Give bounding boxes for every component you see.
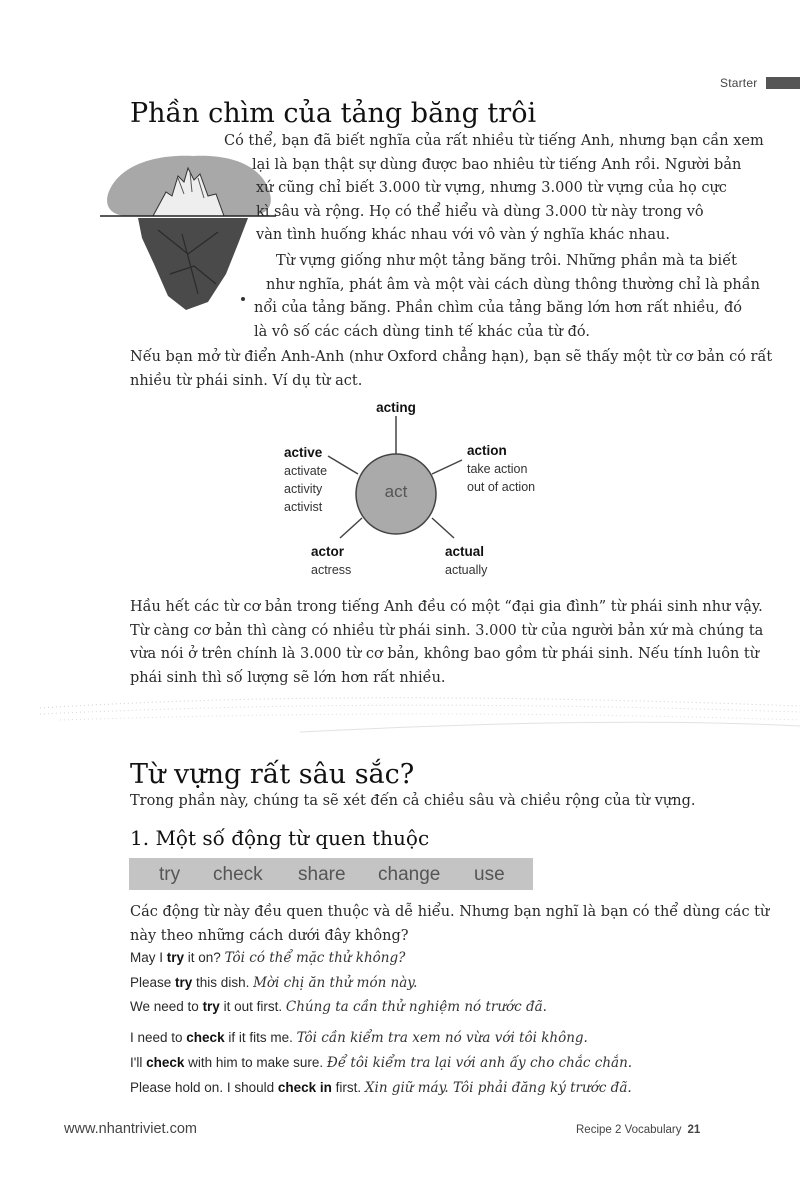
- page-number: 21: [687, 1124, 701, 1136]
- diagram-right-item: out of action: [467, 480, 536, 494]
- text-line: Hầu hết các từ cơ bản trong tiếng Anh đều có một “đại gia đình” từ phái sinh như vậy.: [130, 599, 763, 615]
- footer-section-title: Recipe 2 Vocabulary: [576, 1124, 682, 1136]
- diagram-left-item: activate: [284, 464, 328, 478]
- decorative-dotted-band: [0, 680, 800, 750]
- diagram-left-item: activity: [284, 482, 323, 496]
- connector-bottom-right: [432, 518, 454, 538]
- diagram-right-item: take action: [467, 462, 528, 476]
- diagram-bottom-left-item: actress: [311, 563, 352, 577]
- verbs-bar: [129, 858, 533, 890]
- connector-left: [328, 456, 358, 474]
- verb-share: share: [298, 864, 346, 885]
- diagram-top-word: acting: [376, 400, 416, 415]
- text-line: này theo những cách dưới đây không?: [130, 927, 409, 944]
- heading-iceberg: Phần chìm của tảng băng trôi: [130, 98, 537, 129]
- verb-check: check: [213, 864, 263, 885]
- section-tag-bar: [766, 77, 800, 89]
- text-line: kì sâu và rộng. Họ có thể hiểu và dùng 3.000 từ này trong vô: [256, 203, 704, 220]
- section-intro: Trong phần này, chúng ta sẽ xét đến cả chiều sâu và chiều rộng của từ vựng.: [130, 793, 696, 809]
- example-sentence: I need to check if it fits me. Tôi cần kiểm tra xem nó vừa với tôi không.: [130, 1030, 588, 1046]
- diagram-left-head: active: [284, 445, 323, 460]
- section-tag: Starter: [720, 76, 758, 90]
- text-line: là vô số các cách dùng tinh tế khác của từ đó.: [254, 323, 590, 340]
- text-line: xứ cũng chỉ biết 3.000 từ vựng, nhưng 3.000 từ vựng của họ cực: [256, 180, 727, 196]
- text-line: nhiều từ phái sinh. Ví dụ từ act.: [130, 372, 363, 389]
- diagram-bottom-right-head: actual: [445, 544, 485, 559]
- diagram-left-group: [284, 444, 327, 516]
- subheading-common-verbs: 1. Một số động từ quen thuộc: [130, 826, 430, 850]
- verb-change: change: [378, 864, 441, 885]
- diagram-bottom-left-head: actor: [311, 544, 345, 559]
- connector-right: [432, 460, 462, 474]
- text-line: Từ vựng giống như một tảng băng trôi. Những phần mà ta biết: [276, 253, 737, 269]
- diagram-center-word: act: [384, 482, 408, 501]
- text-line: như nghĩa, phát âm và một vài cách dùng thông thường chỉ là phần: [266, 276, 760, 293]
- text-line: phái sinh thì số lượng sẽ lớn hơn rất nhiều.: [130, 669, 446, 686]
- connector-bottom-left: [340, 518, 362, 538]
- text-line: Từ càng cơ bản thì càng có nhiều từ phái sinh. 3.000 từ của người bản xứ mà chúng ta: [130, 622, 764, 639]
- paragraph-intro: [224, 130, 764, 248]
- word-family-diagram: [270, 396, 570, 586]
- example-sentence: I'll check with him to make sure. Để tôi kiểm tra lại với anh ấy cho chắc chắn.: [130, 1055, 633, 1071]
- example-sentence: Please try this dish. Mời chị ăn thử món này.: [130, 975, 418, 991]
- text-line: lại là bạn thật sự dùng được bao nhiêu từ tiếng Anh rồi. Người bản: [252, 156, 742, 173]
- heading-vocabulary-depth: Từ vựng rất sâu sắc?: [130, 759, 415, 790]
- footer-section: [576, 1124, 700, 1136]
- diagram-bottom-left-group: [311, 543, 351, 579]
- diagram-bottom-right-item: actually: [445, 563, 488, 577]
- text-line: Có thể, bạn đã biết nghĩa của rất nhiều từ tiếng Anh, nhưng bạn cần xem: [224, 133, 764, 149]
- verb-use: use: [474, 864, 505, 885]
- text-line: Các động từ này đều quen thuộc và dễ hiểu. Nhưng bạn nghĩ là bạn có thể dùng các từ: [130, 904, 770, 920]
- bubble-dot: [241, 297, 245, 301]
- diagram-right-head: action: [467, 443, 507, 458]
- diagram-left-item: activist: [284, 500, 323, 514]
- diagram-bottom-right-group: [445, 543, 487, 579]
- paragraph-iceberg-metaphor: [254, 250, 760, 344]
- example-sentence: May I try it on? Tôi có thể mặc thử không?: [130, 950, 406, 966]
- text-line: Nếu bạn mở từ điển Anh-Anh (như Oxford chẳng hạn), bạn sẽ thấy một từ cơ bản có rất: [130, 349, 773, 365]
- text-line: nổi của tảng băng. Phần chìm của tảng băng lớn hơn rất nhiều, đó: [254, 300, 742, 316]
- paragraph-verb-question: [130, 901, 769, 948]
- text-line: vừa nói ở trên chính là 3.000 từ cơ bản, không bao gồm từ phái sinh. Nếu tính luôn từ: [130, 646, 760, 662]
- paragraph-word-family: [130, 596, 763, 690]
- paragraph-dictionary: [130, 346, 772, 393]
- example-sentence: We need to try it out first. Chúng ta cần thử nghiệm nó trước đã.: [130, 999, 547, 1015]
- verb-try: try: [159, 864, 181, 885]
- footer-url[interactable]: www.nhantriviet.com: [64, 1121, 197, 1137]
- text-line: vàn tình huống khác nhau với vô vàn ý nghĩa khác nhau.: [256, 227, 670, 243]
- example-sentence: Please hold on. I should check in first. Xin giữ máy. Tôi phải đăng ký trước đã.: [130, 1080, 632, 1096]
- diagram-right-group: [467, 442, 535, 496]
